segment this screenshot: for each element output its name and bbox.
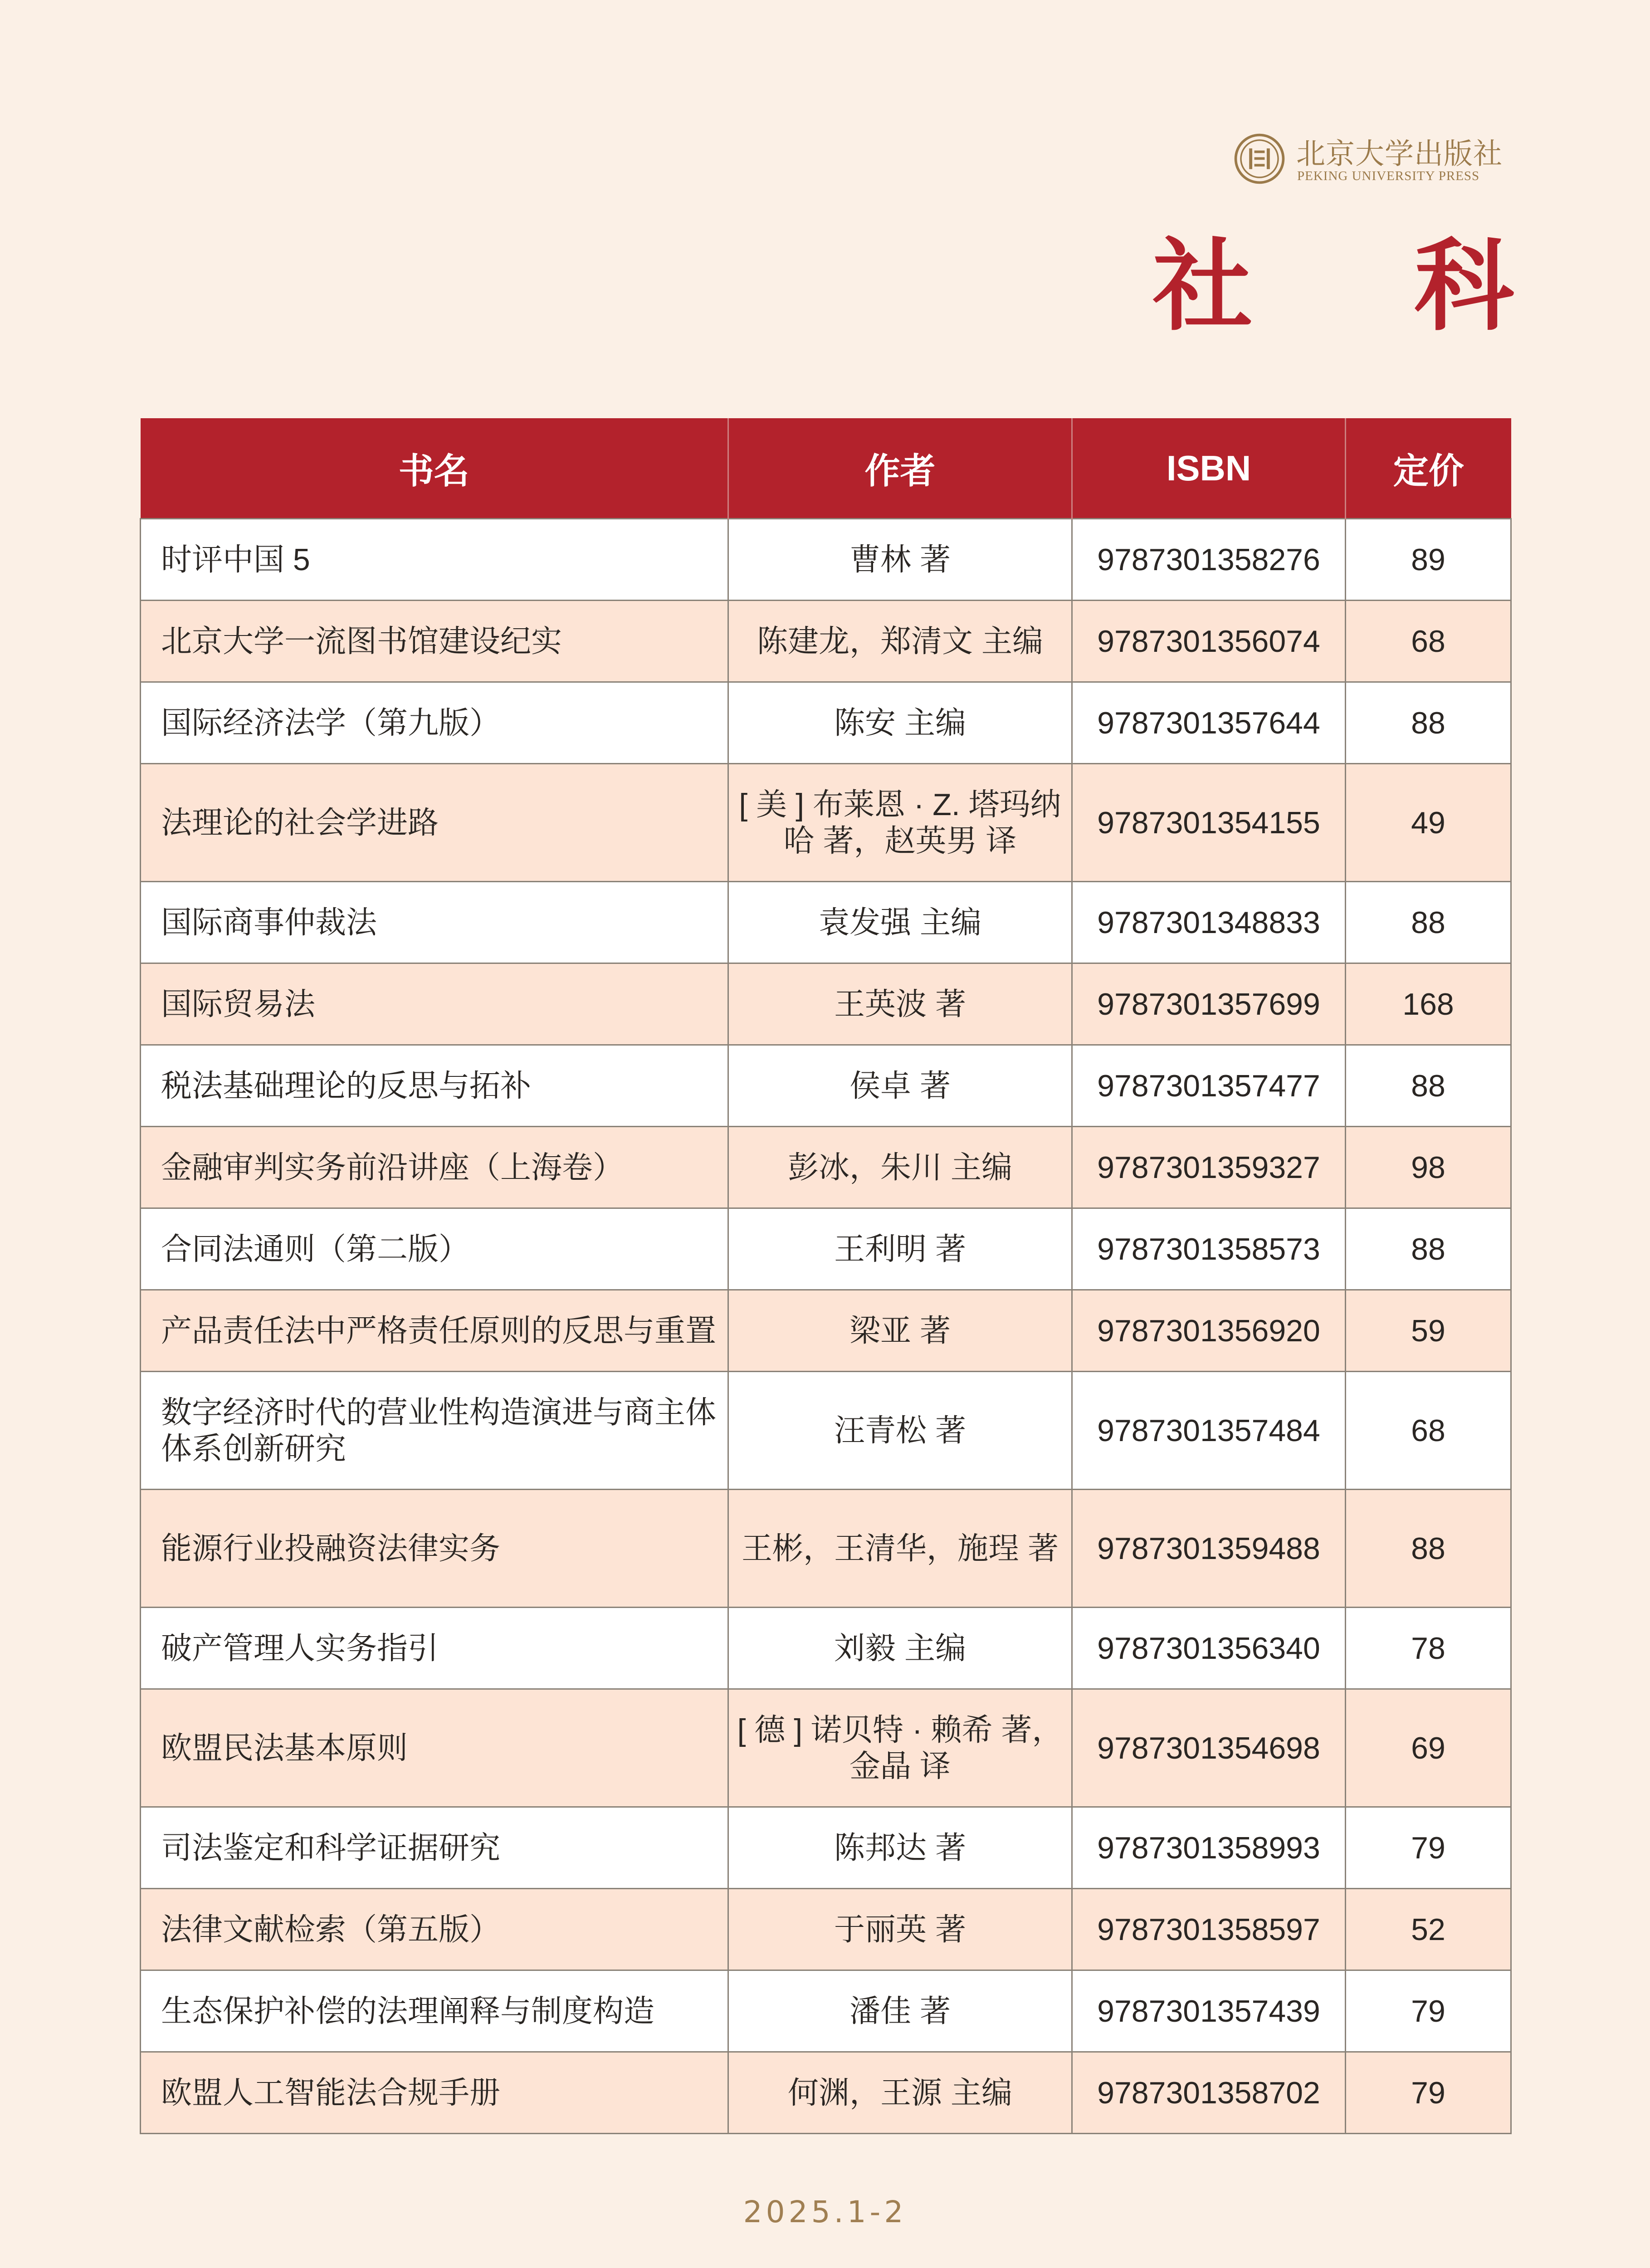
table-row xyxy=(141,1889,1511,1970)
book-isbn: 9787301348833 xyxy=(1072,882,1346,963)
book-author: 刘毅 主编 xyxy=(728,1608,1072,1689)
book-author: [ 美 ] 布莱恩 · Z. 塔玛纳哈 著，赵英男 译 xyxy=(728,764,1072,882)
issue-date: 2025.1-2 xyxy=(743,2195,907,2229)
book-author: 陈邦达 著 xyxy=(728,1807,1072,1889)
book-isbn: 9787301356074 xyxy=(1072,601,1346,682)
book-price: 88 xyxy=(1346,882,1511,963)
book-author: 汪青松 著 xyxy=(728,1372,1072,1490)
table-row xyxy=(141,963,1511,1045)
book-title: 欧盟民法基本原则 xyxy=(141,1689,728,1807)
book-title: 产品责任法中严格责任原则的反思与重置 xyxy=(141,1290,728,1372)
book-author: 王英波 著 xyxy=(728,963,1072,1045)
table-row xyxy=(141,1970,1511,2052)
book-title: 金融审判实务前沿讲座（上海卷） xyxy=(141,1127,728,1208)
book-title: 法律文献检索（第五版） xyxy=(141,1889,728,1970)
book-title: 时评中国 5 xyxy=(141,519,728,601)
book-author: 袁发强 主编 xyxy=(728,882,1072,963)
book-table xyxy=(140,418,1512,2134)
table-row xyxy=(141,1290,1511,1372)
table-row xyxy=(141,1045,1511,1127)
book-title: 国际经济法学（第九版） xyxy=(141,682,728,764)
book-isbn: 9787301359327 xyxy=(1072,1127,1346,1208)
table-row xyxy=(141,1689,1511,1807)
table-row xyxy=(141,1127,1511,1208)
publisher-logo xyxy=(1234,132,1515,191)
book-author: [ 德 ] 诺贝特 · 赖希 著，金晶 译 xyxy=(728,1689,1072,1807)
book-author: 王彬，王清华，施珵 著 xyxy=(728,1490,1072,1608)
table-header-row xyxy=(141,418,1511,519)
book-title: 数字经济时代的营业性构造演进与商主体体系创新研究 xyxy=(141,1372,728,1490)
header-isbn: ISBN xyxy=(1072,418,1346,519)
table-row xyxy=(141,1208,1511,1290)
book-price: 49 xyxy=(1346,764,1511,882)
book-isbn: 9787301354698 xyxy=(1072,1689,1346,1807)
book-author: 梁亚 著 xyxy=(728,1290,1072,1372)
book-price: 88 xyxy=(1346,1490,1511,1608)
table-row xyxy=(141,682,1511,764)
book-price: 88 xyxy=(1346,1045,1511,1127)
table-row xyxy=(141,2052,1511,2134)
book-isbn: 9787301356920 xyxy=(1072,1290,1346,1372)
book-price: 79 xyxy=(1346,1807,1511,1889)
book-price: 59 xyxy=(1346,1290,1511,1372)
book-title: 破产管理人实务指引 xyxy=(141,1608,728,1689)
book-author: 于丽英 著 xyxy=(728,1889,1072,1970)
table-row xyxy=(141,519,1511,601)
book-price: 88 xyxy=(1346,682,1511,764)
book-author: 曹林 著 xyxy=(728,519,1072,601)
book-isbn: 9787301358573 xyxy=(1072,1208,1346,1290)
section-title: 社 科 xyxy=(1152,227,1577,344)
book-title: 国际商事仲裁法 xyxy=(141,882,728,963)
book-title: 合同法通则（第二版） xyxy=(141,1208,728,1290)
peking-university-seal-icon xyxy=(1234,133,1285,185)
book-title: 税法基础理论的反思与拓补 xyxy=(141,1045,728,1127)
book-isbn: 9787301356340 xyxy=(1072,1608,1346,1689)
book-isbn: 9787301359488 xyxy=(1072,1490,1346,1608)
book-price: 89 xyxy=(1346,519,1511,601)
book-isbn: 9787301358276 xyxy=(1072,519,1346,601)
book-title: 生态保护补偿的法理阐释与制度构造 xyxy=(141,1970,728,2052)
book-author: 侯卓 著 xyxy=(728,1045,1072,1127)
book-price: 52 xyxy=(1346,1889,1511,1970)
book-title: 国际贸易法 xyxy=(141,963,728,1045)
table-row xyxy=(141,882,1511,963)
book-isbn: 9787301357439 xyxy=(1072,1970,1346,2052)
book-isbn: 9787301358993 xyxy=(1072,1807,1346,1889)
book-price: 88 xyxy=(1346,1208,1511,1290)
header-price: 定价 xyxy=(1346,418,1511,519)
book-title: 法理论的社会学进路 xyxy=(141,764,728,882)
book-price: 98 xyxy=(1346,1127,1511,1208)
book-isbn: 9787301358702 xyxy=(1072,2052,1346,2134)
header-title: 书名 xyxy=(141,418,728,519)
book-author: 潘佳 著 xyxy=(728,1970,1072,2052)
book-author: 何渊，王源 主编 xyxy=(728,2052,1072,2134)
table-row xyxy=(141,1807,1511,1889)
book-isbn: 9787301357644 xyxy=(1072,682,1346,764)
book-price: 79 xyxy=(1346,1970,1511,2052)
table-row xyxy=(141,1372,1511,1490)
book-author: 王利明 著 xyxy=(728,1208,1072,1290)
book-author: 彭冰，朱川 主编 xyxy=(728,1127,1072,1208)
publisher-name-en: PEKING UNIVERSITY PRESS xyxy=(1297,169,1480,183)
book-price: 68 xyxy=(1346,1372,1511,1490)
table-row xyxy=(141,764,1511,882)
book-price: 68 xyxy=(1346,601,1511,682)
book-author: 陈安 主编 xyxy=(728,682,1072,764)
book-title: 欧盟人工智能法合规手册 xyxy=(141,2052,728,2134)
book-isbn: 9787301357477 xyxy=(1072,1045,1346,1127)
book-price: 78 xyxy=(1346,1608,1511,1689)
table-row xyxy=(141,601,1511,682)
book-title: 司法鉴定和科学证据研究 xyxy=(141,1807,728,1889)
book-isbn: 9787301354155 xyxy=(1072,764,1346,882)
book-isbn: 9787301357484 xyxy=(1072,1372,1346,1490)
book-isbn: 9787301357699 xyxy=(1072,963,1346,1045)
book-title: 北京大学一流图书馆建设纪实 xyxy=(141,601,728,682)
table-row xyxy=(141,1490,1511,1608)
publisher-name-cn: 北京大学出版社 xyxy=(1296,137,1503,171)
book-price: 79 xyxy=(1346,2052,1511,2134)
table-row xyxy=(141,1608,1511,1689)
header-author: 作者 xyxy=(728,418,1072,519)
book-title: 能源行业投融资法律实务 xyxy=(141,1490,728,1608)
book-price: 69 xyxy=(1346,1689,1511,1807)
book-price: 168 xyxy=(1346,963,1511,1045)
book-isbn: 9787301358597 xyxy=(1072,1889,1346,1970)
book-author: 陈建龙，郑清文 主编 xyxy=(728,601,1072,682)
